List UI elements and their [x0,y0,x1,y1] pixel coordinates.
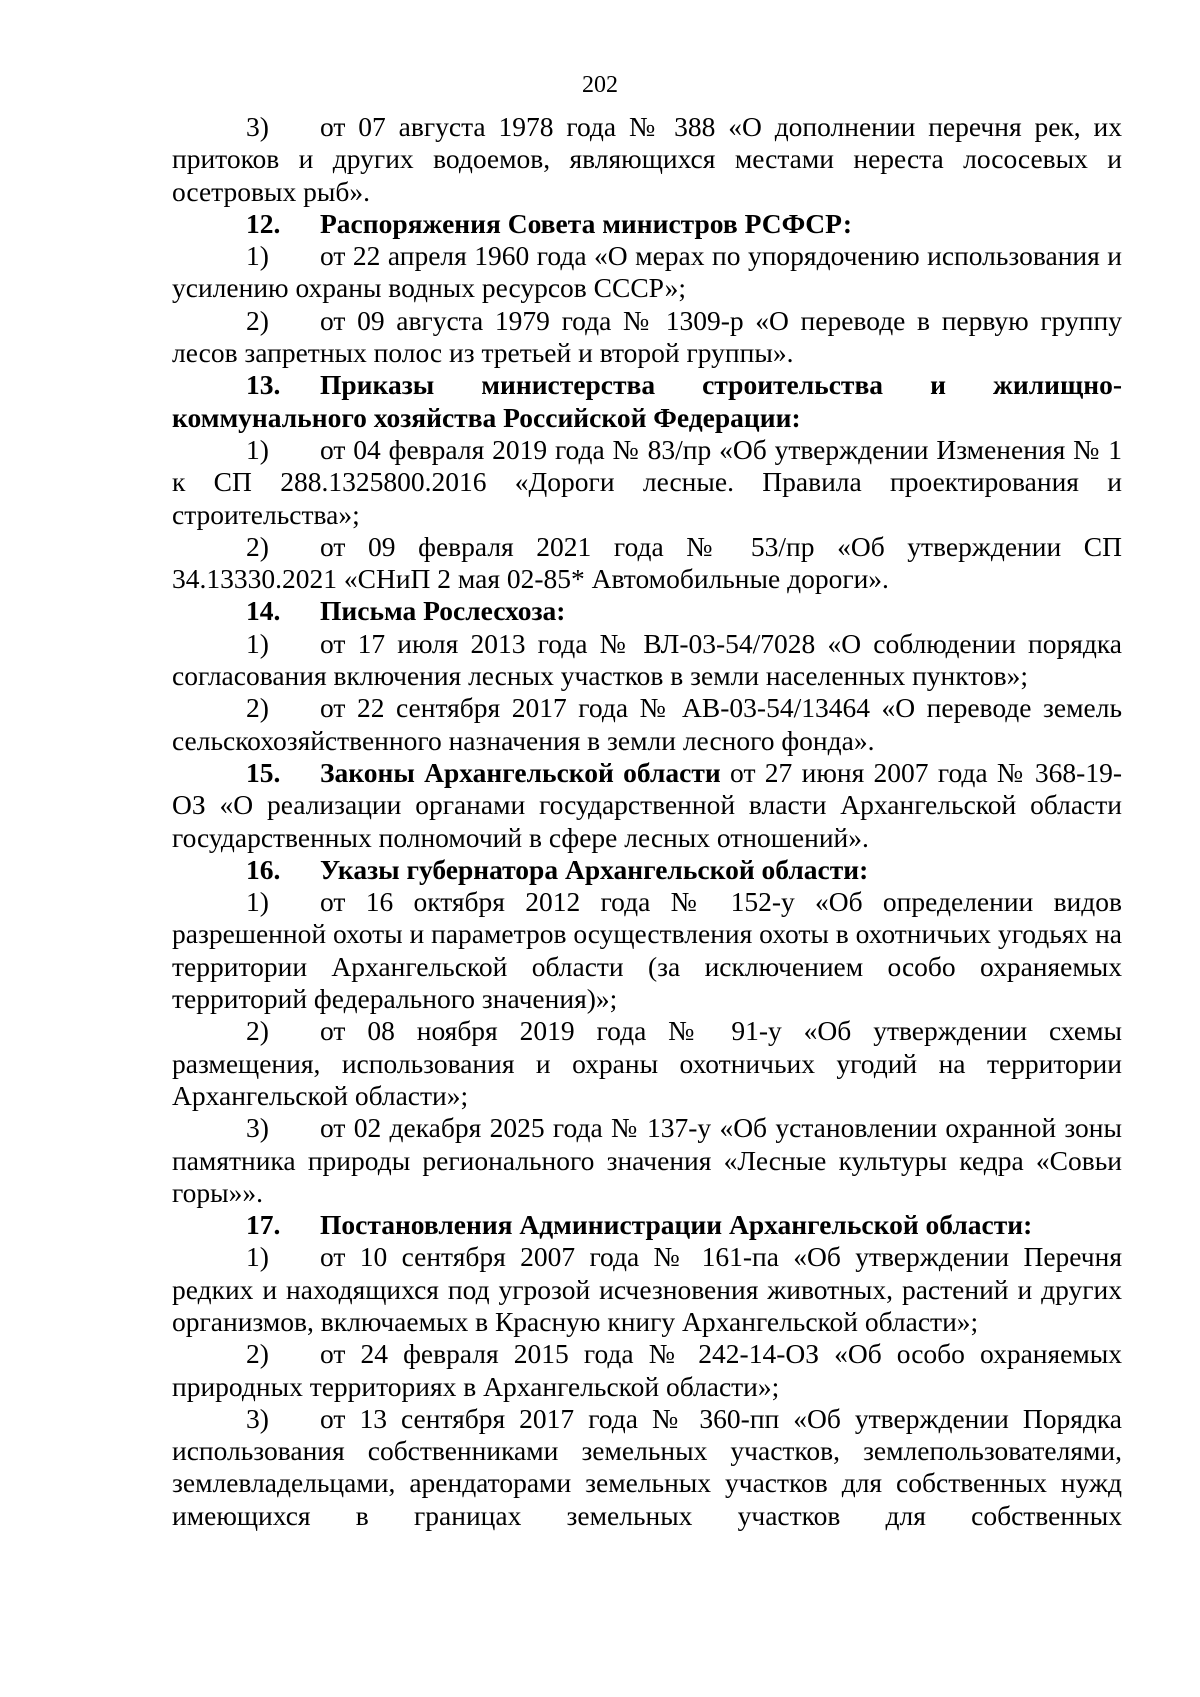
item-text: от 22 сентября 2017 года № АВ-03-54/13464 «О переводе земель сельскохозяйственного назначения в земли лесного фонда». [172,692,1122,756]
item-number: 3) [246,1402,269,1434]
item-number: 3) [246,1112,269,1144]
list-item [172,692,1122,757]
section-text: от 27 июня 2007 года № 368-19-ОЗ «О реализации органами государственной власти Архангельской области государственных полномочий в сфере лесных отношений». [172,756,1122,853]
section-number: 14. [246,595,281,627]
item-text: от 13 сентября 2017 года № 360-пп «Об утверждении Порядка использования собственниками земельных участков, землепользователями, землевладельцами, арендаторами земельных участков для собственных нужд имеющихся в границах земельных участков для собственных [172,1402,1122,1531]
list-item [172,1338,1122,1403]
section-heading [172,854,1122,886]
section-number: 15. [246,756,281,788]
item-text: от 08 ноября 2019 года № 91-у «Об утверждении схемы размещения, использования и охраны охотничьих угодий на территории Архангельской области»; [172,1015,1122,1111]
section-heading [172,369,1122,434]
list-item [172,1112,1122,1209]
item-text: от 09 февраля 2021 года № 53/пр «Об утверждении СП 34.13330.2021 «СНиП 2 мая 02-85* Автомобильные дороги». [172,530,1122,595]
item-number: 2) [246,1015,269,1047]
list-item [172,1403,1122,1532]
section-heading [172,1209,1122,1241]
item-number: 2) [246,1338,269,1370]
list-item [172,531,1122,596]
item-number: 2) [246,692,269,724]
list-item [172,1241,1122,1338]
section-title: Указы губернатора Архангельской области: [320,853,869,885]
list-item [172,111,1122,208]
list-item [172,886,1122,1015]
section-heading [172,208,1122,240]
section-number: 13. [246,369,281,401]
section-heading [172,595,1122,627]
item-number: 1) [246,433,269,465]
list-item [172,1015,1122,1112]
section-number: 17. [246,1209,281,1241]
section-title: Законы Архангельской области [320,756,721,788]
list-item [172,240,1122,305]
section-title: Распоряжения Совета министров РСФСР: [320,207,853,239]
list-item [172,628,1122,693]
section-title: Приказы министерства строительства и жилищно-коммунального хозяйства Российской Федерации: [172,369,1122,433]
list-item [172,434,1122,531]
document-body [172,111,1122,1532]
item-text: от 16 октября 2012 года № 152-у «Об определении видов разрешенной охоты и параметров осуществления охоты в охотничьих угодьях на территории Архангельской области (за исключением особо охраняемых территорий федерального значения)»; [172,886,1122,1015]
item-number: 1) [246,886,269,918]
section-title: Письма Рослесхоза: [320,595,566,627]
section-number: 16. [246,853,281,885]
item-text: от 07 августа 1978 года № 388 «О дополнении перечня рек, их притоков и других водоемов, являющихся местами нереста лососевых и осетровых рыб». [172,111,1122,207]
item-number: 3) [246,111,269,142]
item-text: от 02 декабря 2025 года № 137-у «Об установлении охранной зоны памятника природы регионального значения «Лесные культуры кедра «Совьи горы»». [172,1112,1122,1208]
item-number: 2) [246,530,269,562]
list-item [172,305,1122,370]
item-text: от 04 февраля 2019 года № 83/пр «Об утверждении Изменения № 1 к СП 288.1325800.2016 «Дороги лесные. Правила проектирования и строительства»; [172,433,1122,530]
section-number: 12. [246,207,281,239]
section-heading [172,757,1122,854]
item-text: от 10 сентября 2007 года № 161-па «Об утверждении Перечня редких и находящихся под угрозой исчезновения животных, растений и других организмов, включаемых в Красную книгу Архангельской области»; [172,1241,1122,1337]
item-number: 1) [246,627,269,659]
page-number: 202 [582,72,618,98]
section-title: Постановления Администрации Архангельской области: [320,1209,1033,1241]
item-text: от 24 февраля 2015 года № 242-14-ОЗ «Об особо охраняемых природных территориях в Архангельской области»; [172,1338,1122,1402]
item-text: от 09 августа 1979 года № 1309-р «О переводе в первую группу лесов запретных полос из третьей и второй группы». [172,304,1122,369]
item-number: 1) [246,240,269,272]
item-text: от 17 июля 2013 года № ВЛ-03-54/7028 «О соблюдении порядка согласования включения лесных участков в земли населенных пунктов»; [172,627,1122,692]
item-number: 2) [246,304,269,336]
item-number: 1) [246,1241,269,1273]
item-text: от 22 апреля 1960 года «О мерах по упорядочению использования и усилению охраны водных ресурсов СССР»; [172,240,1122,304]
